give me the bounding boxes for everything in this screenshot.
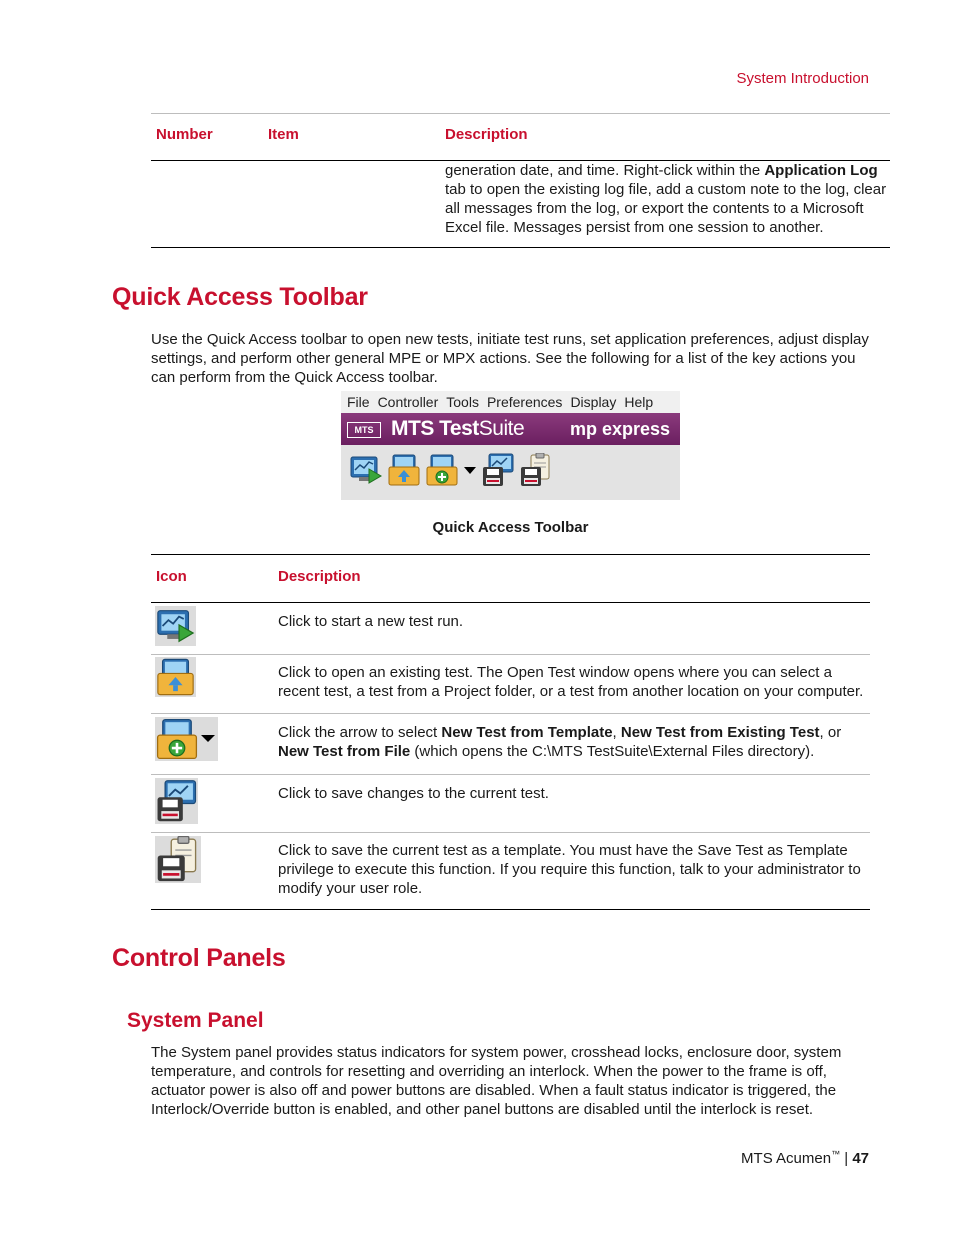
toolbar-icons xyxy=(349,453,557,487)
figure-caption: Quick Access Toolbar xyxy=(432,519,589,536)
desc-line1-bold: Application Log xyxy=(764,162,878,179)
table-row-icon xyxy=(155,657,196,697)
table-row-description: Click to save the current test as a template. You must have the Save Test as Template privilege to execute this function. If you require this function, talk to your administrator to modify your user role. xyxy=(278,842,861,897)
table-row-description xyxy=(278,723,870,761)
new-test-icon xyxy=(155,717,199,761)
footer-separator: | xyxy=(844,1150,849,1167)
col-header-description: Description xyxy=(445,126,528,143)
footer-tm: ™ xyxy=(831,1149,841,1159)
toolbar-dropdown-arrow-icon xyxy=(463,453,477,487)
desc-rest: tab to open the existing log file, add a custom note to the log, clear all messages from the log, or export the contents to a Microsoft Excel file. Messages persist from one session to another. xyxy=(445,181,887,236)
table-row-description: Click to save changes to the current test. xyxy=(278,785,549,802)
page-number: 47 xyxy=(852,1150,869,1167)
brand-light: Suite xyxy=(478,417,525,440)
product-name: mp express xyxy=(570,419,671,439)
table-row-description: Click to open an existing test. The Open Test window opens where you can select a recent test, a test from a Project folder, or a test from another location on your computer. xyxy=(278,664,864,700)
toolbar-banner xyxy=(341,413,680,445)
table-row-icon xyxy=(155,717,218,761)
brand-bold: MTS Test xyxy=(391,417,479,440)
footer-product: MTS Acumen xyxy=(741,1150,832,1167)
row-divider xyxy=(151,832,870,833)
row3-post: (which opens the C:\MTS TestSuite\External Files directory). xyxy=(410,743,815,760)
row3-pre: Click the arrow to select xyxy=(278,724,442,741)
row-divider xyxy=(151,713,870,714)
menu-controller: Controller xyxy=(377,394,439,410)
quick-access-intro: Use the Quick Access toolbar to open new tests, initiate test runs, set application preferences, adjust display settings, and perform other general MPE or MPX actions. See the following for a list of the key actions you can perform from the Quick Access toolbar. xyxy=(151,331,869,386)
menu-display: Display xyxy=(570,394,617,410)
icon-table-bottom-rule xyxy=(151,909,870,910)
col-header-icon-description: Description xyxy=(278,568,361,585)
row3-b1: New Test from Template xyxy=(441,724,613,741)
toolbar-open-test-icon xyxy=(387,453,421,487)
mts-logo: MTS xyxy=(347,422,381,438)
brand-name xyxy=(391,417,524,441)
save-template-icon xyxy=(155,836,201,883)
system-panel-text: The System panel provides status indicators for system power, crosshead locks, enclosure door, system temperature, and controls for resetting and overriding an interlock. When the power to the frame is off, actuator power is also off and power buttons are disabled. When a fault status indicator is triggered, the Interlock/Override button is enabled, and other panel buttons are disabled until the interlock is reset. xyxy=(151,1044,842,1118)
table-row-description: Click to start a new test run. xyxy=(278,613,464,630)
table-bottom-rule xyxy=(151,247,890,248)
row-divider xyxy=(151,654,870,655)
col-header-icon: Icon xyxy=(156,568,187,585)
dropdown-arrow-icon xyxy=(200,717,216,761)
section-heading-quick-access: Quick Access Toolbar xyxy=(112,283,368,311)
new-test-run-icon xyxy=(155,606,196,646)
toolbar-image xyxy=(341,391,680,500)
table-cell-description xyxy=(445,161,888,237)
subsection-heading-system-panel: System Panel xyxy=(127,1009,264,1032)
row3-b3: New Test from File xyxy=(278,743,411,760)
menu-help: Help xyxy=(624,394,654,410)
open-test-icon xyxy=(155,657,196,697)
section-heading-control-panels: Control Panels xyxy=(112,944,286,972)
icon-table-header-rule xyxy=(151,602,870,603)
row3-sep1: , xyxy=(612,724,621,741)
col-header-item: Item xyxy=(268,126,299,143)
save-test-icon xyxy=(155,778,198,824)
table-row-icon xyxy=(155,606,196,646)
menu-file: File xyxy=(347,394,370,410)
toolbar-new-test-run-icon xyxy=(349,453,383,487)
page-footer xyxy=(741,1149,869,1167)
desc-line1-pre: generation date, and time. Right-click within the xyxy=(445,162,765,179)
row3-b2: New Test from Existing Test xyxy=(620,724,820,741)
toolbar-save-test-icon xyxy=(481,453,515,487)
row-divider xyxy=(151,774,870,775)
table-top-rule xyxy=(151,113,890,114)
toolbar-menu-bar xyxy=(341,391,680,413)
toolbar-new-test-icon xyxy=(425,453,459,487)
icon-table-top-rule xyxy=(151,554,870,555)
table-row-icon xyxy=(155,836,201,883)
table-row-icon xyxy=(155,778,198,824)
menu-tools: Tools xyxy=(446,394,479,410)
row3-sep2: , or xyxy=(819,724,842,741)
running-head: System Introduction xyxy=(736,70,869,87)
menu-preferences: Preferences xyxy=(486,394,563,410)
toolbar-save-template-icon xyxy=(519,453,553,487)
col-header-number: Number xyxy=(156,126,213,143)
